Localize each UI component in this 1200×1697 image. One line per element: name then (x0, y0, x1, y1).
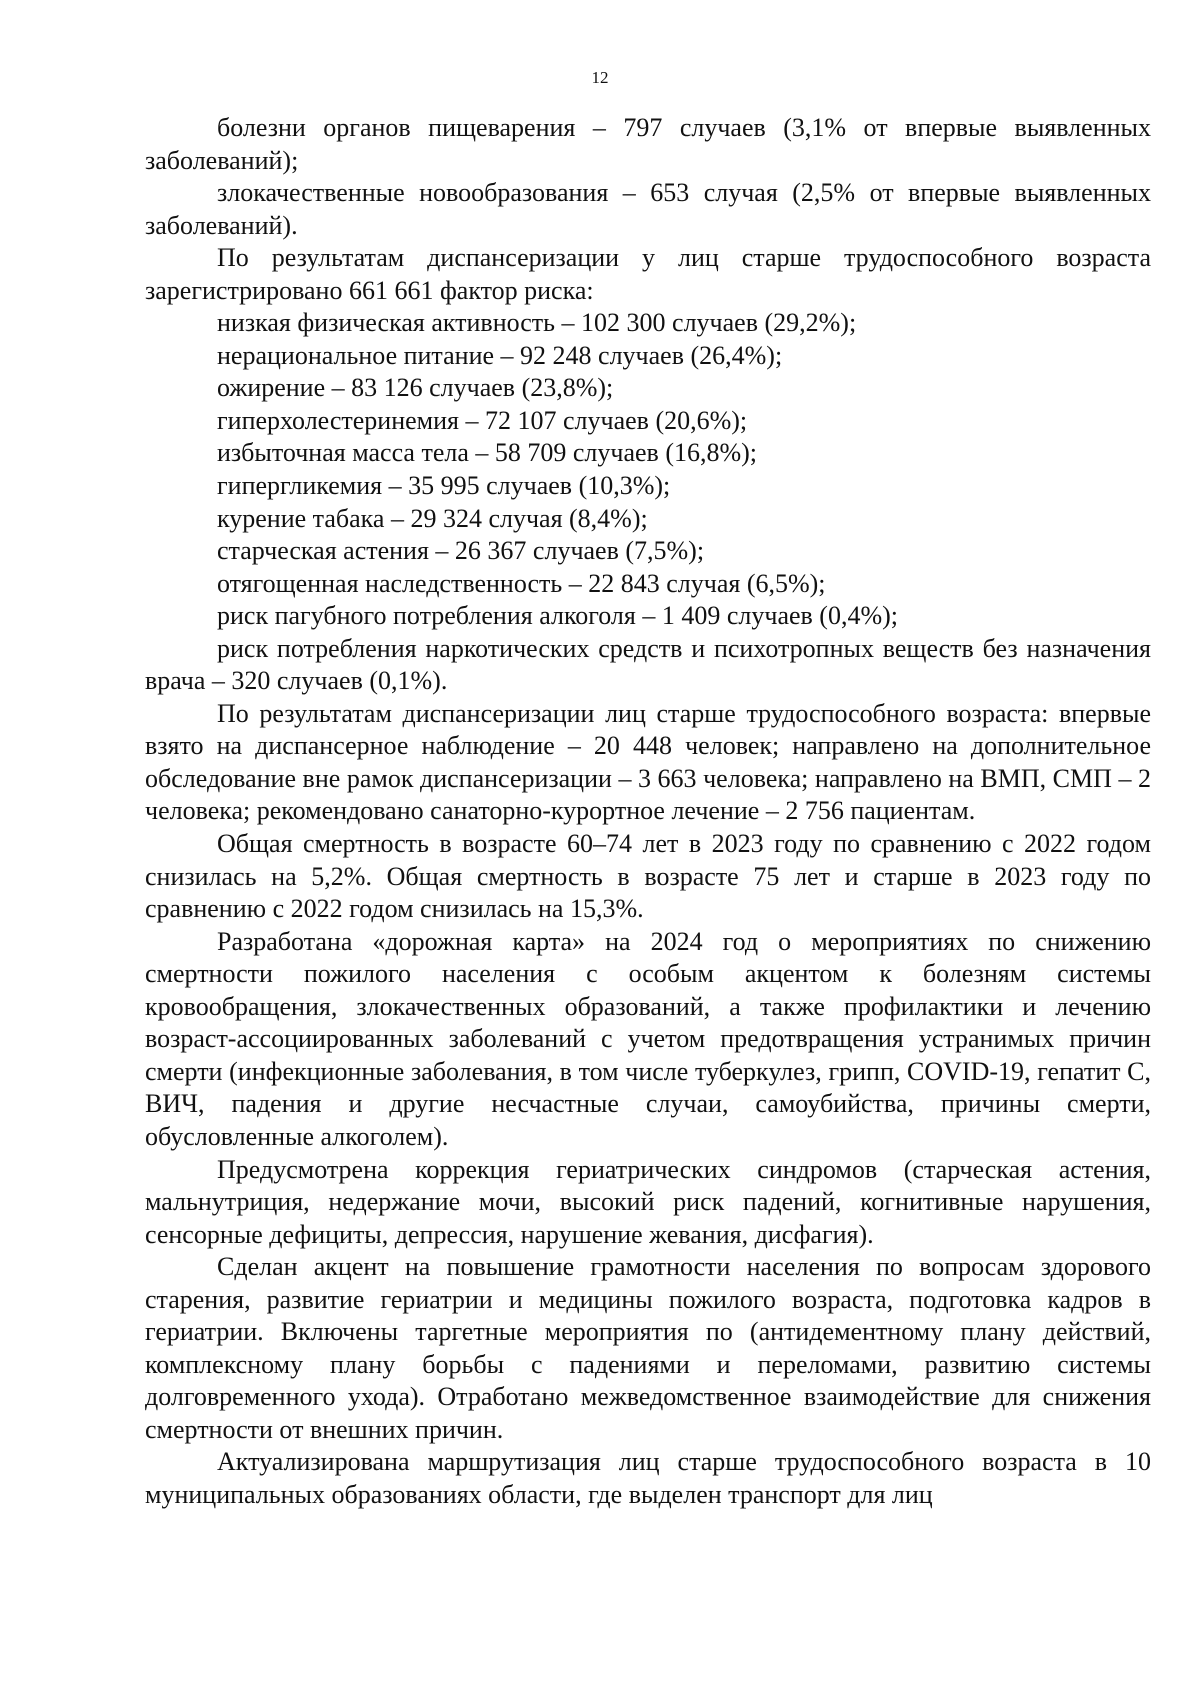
list-item-drug-risk: риск потребления наркотических средств и психотропных веществ без назначения врача – 320 случаев (0,1%). (145, 633, 1151, 696)
paragraph-geriatric-syndromes: Предусмотрена коррекция гериатрических синдромов (старческая астения, мальнутриция, недержание мочи, высокий риск падений, когнитивные нарушения, сенсорные дефициты, депрессия, нарушение жевания, дисфагия). (145, 1154, 1151, 1249)
page-number: 12 (591, 68, 609, 87)
list-item-overweight: избыточная масса тела – 58 709 случаев (16,8%); (217, 438, 758, 468)
list-item-heredity: отягощенная наследственность – 22 843 случая (6,5%); (217, 568, 826, 598)
list-item-obesity: ожирение – 83 126 случаев (23,8%); (217, 373, 614, 403)
paragraph-risk-factors-intro: По результатам диспансеризации у лиц старше трудоспособного возраста зарегистрировано 661 661 фактор риска: (145, 243, 1151, 305)
list-item-senile-asthenia: старческая астения – 26 367 случаев (7,5%); (217, 536, 705, 566)
paragraph-digestive-diseases: болезни органов пищеварения – 797 случаев (3,1% от впервые выявленных заболеваний); (145, 113, 1151, 175)
paragraph-mortality: Общая смертность в возрасте 60–74 лет в 2023 году по сравнению с 2022 годом снизилась на 5,2%. Общая смертность в возрасте 75 лет и старше в 2023 году по сравнению с 2022 годом снизилась на 15,3%. (145, 829, 1151, 924)
list-item-alcohol-risk: риск пагубного потребления алкоголя – 1 409 случаев (0,4%); (217, 601, 899, 631)
list-item-low-physical-activity: низкая физическая активность – 102 300 случаев (29,2%); (217, 308, 857, 338)
paragraph-routing: Актуализирована маршрутизация лиц старше трудоспособного возраста в 10 муниципальных образованиях области, где выделен транспорт для лиц (145, 1447, 1151, 1509)
list-item-hyperglycemia: гипергликемия – 35 995 случаев (10,3%); (217, 471, 671, 501)
list-item-smoking: курение табака – 29 324 случая (8,4%); (217, 503, 648, 533)
document-body (145, 112, 1151, 1512)
list-item-irrational-nutrition: нерациональное питание – 92 248 случаев (26,4%); (217, 340, 783, 370)
paragraph-dispensary-results: По результатам диспансеризации лиц старше трудоспособного возраста: впервые взято на диспансерное наблюдение – 20 448 человек; направлено на дополнительное обследование вне рамок диспансеризации – 3 663 человека; направлено на ВМП, СМП – 2 человека; рекомендовано санаторно-курортное лечение – 2 756 пациентам. (145, 698, 1151, 826)
list-item-hypercholesterolemia: гиперхолестеринемия – 72 107 случаев (20,6%); (217, 405, 748, 435)
paragraph-roadmap: Разработана «дорожная карта» на 2024 год о мероприятиях по снижению смертности пожилого населения с особым акцентом к болезням системы кровообращения, злокачественных образований, а также профилактики и лечению возраст-ассоциированных заболеваний с учетом предотвращения устранимых причин смерти (инфекционные заболевания, в том числе туберкулез, грипп, COVID-19, гепатит С, ВИЧ, падения и другие несчастные случаи, самоубийства, причины смерти, обусловленные алкоголем). (145, 926, 1151, 1151)
paragraph-literacy: Сделан акцент на повышение грамотности населения по вопросам здорового старения, развитие гериатрии и медицины пожилого возраста, подготовка кадров в гериатрии. Включены таргетные мероприятия по (антидементному плану действий, комплексному плану борьбы с падениями и переломами, развитию системы долговременного ухода). Отработано межведомственное взаимодействие для снижения смертности от внешних причин. (145, 1252, 1151, 1444)
paragraph-malignant-neoplasms: злокачественные новообразования – 653 случая (2,5% от впервые выявленных заболеваний). (145, 178, 1151, 240)
